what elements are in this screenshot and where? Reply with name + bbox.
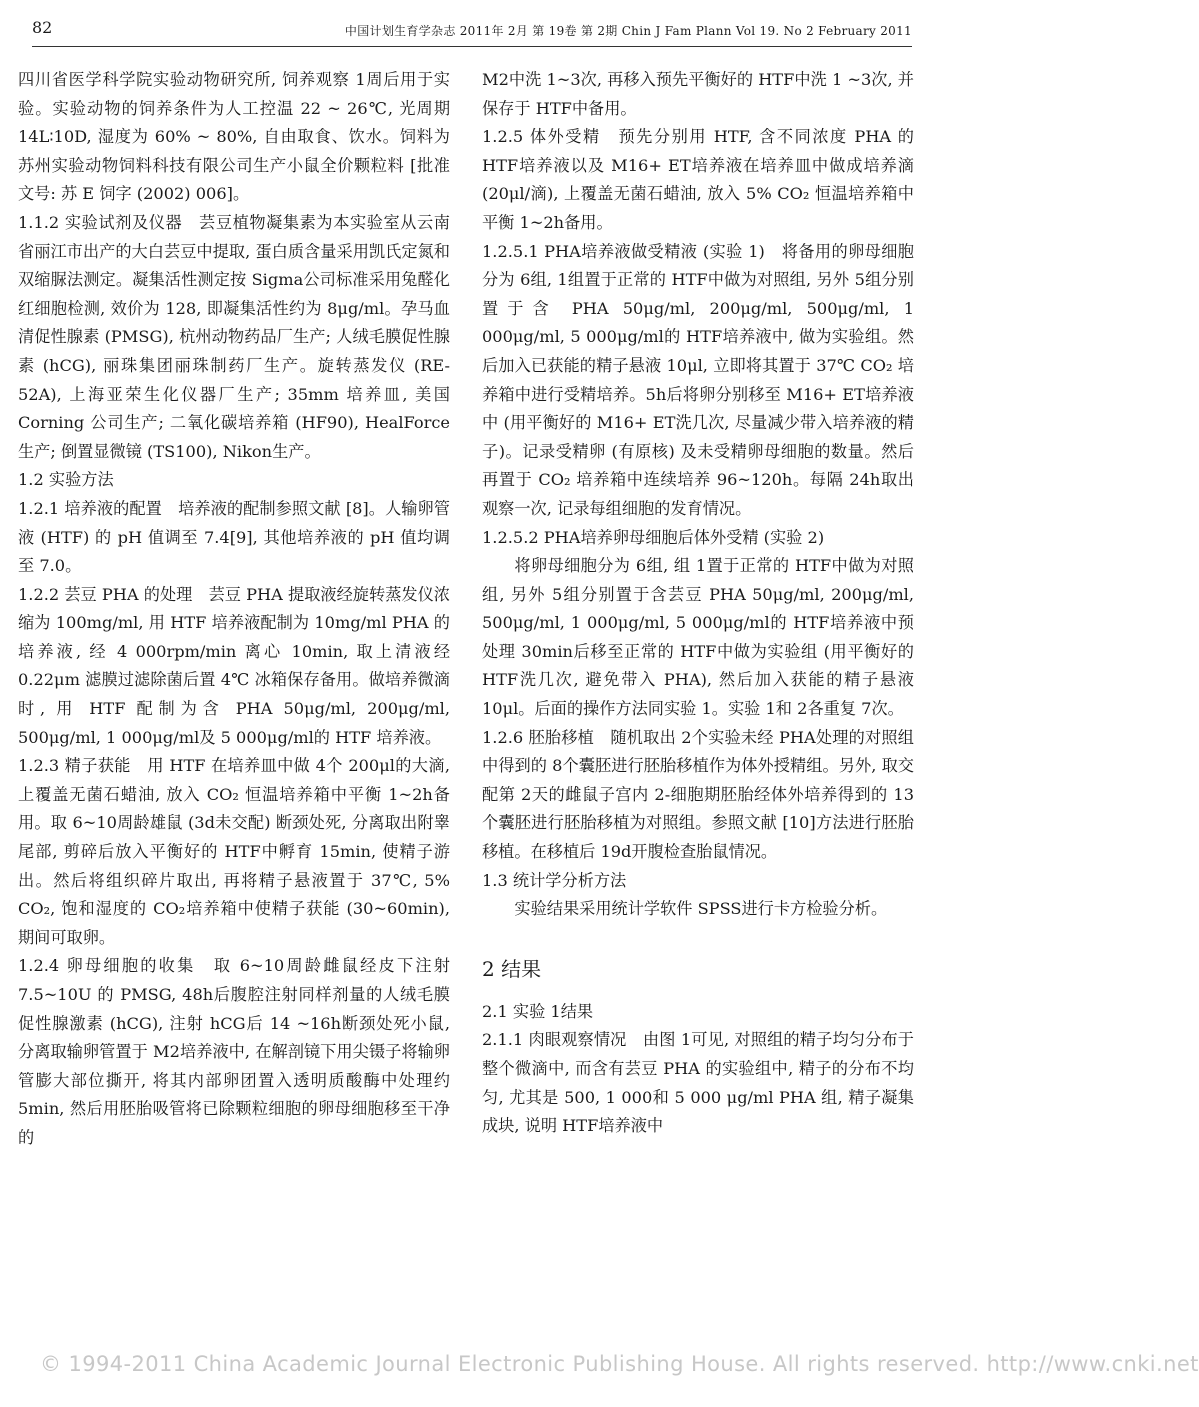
results-heading: 2 结果 <box>482 956 542 981</box>
section-heading: 1.2 实验方法 <box>18 470 114 490</box>
left-column <box>18 66 450 1153</box>
paragraph: 1.2.1 培养液的配置 培养液的配制参照文献 [8]。人输卵管液 (HTF) 的 pH 值调至 7.4[9], 其他培养液的 pH 值均调至 7.0。 <box>18 498 450 576</box>
subsection-heading: 1.2.5.2 PHA培养卵母细胞后体外受精 (实验 2) <box>482 527 825 547</box>
paragraph: 1.2.3 精子获能 用 HTF 在培养皿中做 4个 200μl的大滴, 上覆盖无菌石蜡油, 放入 CO₂ 恒温培养箱中平衡 1~2h备用。取 6~10周龄雄鼠 (3d未交配) 断颈处死, 分离取出附睾尾部, 剪碎后放入平衡好的 HTF中孵育 15min, 使精子游出。然后将组织碎片取出, 再将精子悬液置于 37℃, 5% CO₂, 饱和湿度的 CO₂培养箱中使精子获能 (30~60min), 期间可取卵。 <box>18 756 450 947</box>
page-header <box>32 14 912 47</box>
page-number: 82 <box>32 18 53 37</box>
paragraph: 实验结果采用统计学软件 SPSS进行卡方检验分析。 <box>514 899 888 919</box>
paragraph: 1.2.5 体外受精 预先分别用 HTF, 含不同浓度 PHA 的 HTF培养液以及 M16+ ET培养液在培养皿中做成培养滴 (20μl/滴), 上覆盖无菌石蜡油, 放入 5% CO₂ 恒温培养箱中平衡 1~2h备用。 <box>482 127 914 232</box>
right-column <box>482 66 914 1141</box>
paragraph: 1.2.6 胚胎移植 随机取出 2个实验未经 PHA处理的对照组中得到的 8个囊胚进行胚胎移植作为体外授精组。另外, 取交配第 2天的雌鼠子宫内 2-细胞期胚胎经体外培养得到的 13个囊胚进行胚胎移植为对照组。参照文献 [10]方法进行胚胎移植。在移植后 19d开腹检查胎鼠情况。 <box>482 727 914 862</box>
paragraph: 将卵母细胞分为 6组, 组 1置于正常的 HTF中做为对照组, 另外 5组分别置于含芸豆 PHA 50μg/ml, 200μg/ml, 500μg/ml, 1 000μg/ml, 5 000μg/ml的 HTF培养液中预处理 30min后移至正常的 HTF中做为实验组 (用平衡好的 HTF洗几次, 避免带入 PHA), 然后加入获能的精子悬液 10μl。后面的操作方法同实验 1。实验 1和 2各重复 7次。 <box>482 556 914 719</box>
paragraph: 四川省医学科学院实验动物研究所, 饲养观察 1周后用于实验。实验动物的饲养条件为人工控温 22 ~ 26℃, 光周期 14L∶10D, 湿度为 60% ~ 80%, 自由取食、饮水。饲料为苏州实验动物饲料科技有限公司生产小鼠全价颗粒料 [批准文号: 苏 E 饲字 (2002) 006]。 <box>18 70 450 204</box>
paragraph: 1.2.4 卵母细胞的收集 取 6~10周龄雌鼠经皮下注射 7.5~10U 的 PMSG, 48h后腹腔注射同样剂量的人绒毛膜促性腺激素 (hCG), 注射 hCG后 14 ~16h断颈处死小鼠, 分离取输卵管置于 M2培养液中, 在解剖镜下用尖镊子将输卵管膨大部位撕开, 将其内部卵团置入透明质酸酶中处理约 5min, 然后用胚胎吸管将已除颗粒细胞的卵母细胞移至干净的 <box>18 956 450 1147</box>
paragraph: 1.2.5.1 PHA培养液做受精液 (实验 1) 将备用的卵母细胞分为 6组, 1组置于正常的 HTF中做为对照组, 另外 5组分别置于含 PHA 50μg/ml, 200μg/ml, 500μg/ml, 1 000μg/ml, 5 000μg/ml的 HTF培养液中, 做为实验组。然后加入已获能的精子悬液 10μl, 立即将其置于 37℃ CO₂ 培养箱中进行受精培养。5h后将卵分别移至 M16+ ET培养液中 (用平衡好的 M16+ ET洗几次, 尽量减少带入培养液的精子)。记录受精卵 (有原核) 及未受精卵母细胞的数量。然后再置于 CO₂ 培养箱中连续培养 96~120h。每隔 24h取出观察一次, 记录每组细胞的发育情况。 <box>482 241 914 518</box>
paragraph: 2.1.1 肉眼观察情况 由图 1可见, 对照组的精子均匀分布于整个微滴中, 而含有芸豆 PHA 的实验组中, 精子的分布不均匀, 尤其是 500, 1 000和 5 000 μg/ml PHA 组, 精子凝集成块, 说明 HTF培养液中 <box>482 1030 914 1136</box>
paragraph: M2中洗 1~3次, 再移入预先平衡好的 HTF中洗 1 ~3次, 并保存于 HTF中备用。 <box>482 70 914 118</box>
paragraph: 1.2.2 芸豆 PHA 的处理 芸豆 PHA 提取液经旋转蒸发仪浓缩为 100mg/ml, 用 HTF 培养液配制为 10mg/ml PHA 的培养液, 经 4 000rpm/min 离心 10min, 取上清液经 0.22μm 滤膜过滤除菌后置 4℃ 冰箱保存备用。做培养微滴时, 用 HTF 配制为含 PHA 50μg/ml, 200μg/ml, 500μg/ml, 1 000μg/ml及 5 000μg/ml的 HTF 培养液。 <box>18 584 450 747</box>
section-heading: 1.3 统计学分析方法 <box>482 870 627 890</box>
copyright-watermark: © 1994-2011 China Academic Journal Electronic Publishing House. All rights reserved. http://www.cnki.net <box>40 1352 1199 1376</box>
journal-info: 中国计划生育学杂志 2011年 2月 第 19卷 第 2期 Chin J Fam Plann Vol 19. No 2 February 2011 <box>344 24 912 38</box>
paragraph: 1.1.2 实验试剂及仪器 芸豆植物凝集素为本实验室从云南省丽江市出产的大白芸豆中提取, 蛋白质含量采用凯氏定氮和双缩脲法测定。凝集活性测定按 Sigma公司标准采用兔醛化红细胞检测, 效价为 128, 即凝集活性约为 8μg/ml。孕马血清促性腺素 (PMSG), 杭州动物药品厂生产; 人绒毛膜促性腺素 (hCG), 丽珠集团丽珠制药厂生产。旋转蒸发仪 (RE-52A), 上海亚荣生化仪器厂生产; 35mm 培养皿, 美国 Corning 公司生产; 二氧化碳培养箱 (HF90), HealForce生产; 倒置显微镜 (TS100), Nikon生产。 <box>18 212 450 461</box>
section-heading: 2.1 实验 1结果 <box>482 1001 594 1021</box>
